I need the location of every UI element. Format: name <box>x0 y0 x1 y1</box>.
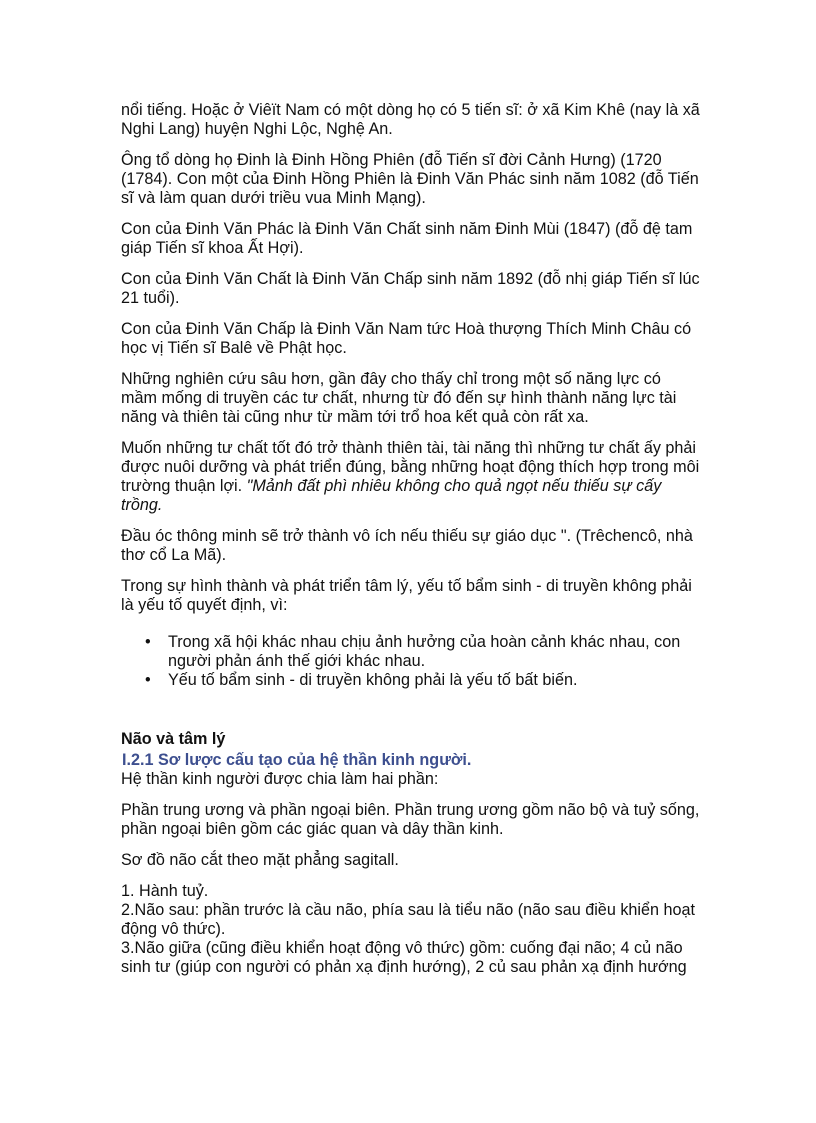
paragraph: Sơ đồ não cắt theo mặt phẳng sagitall. <box>121 851 399 869</box>
section-title: Não và tâm lý <box>121 730 226 748</box>
quote-lead-text: Muốn những tư chất tốt đó trở thành thiên tài, tài năng thì những tư chất ấy phải được nuôi dưỡng và phát triển đúng, bằng những hoạt động thích hợp trong môi trường thuận lợi. <box>121 439 700 495</box>
numbered-item: 1. Hành tuỷ. <box>121 882 209 900</box>
subsection-title: I.2.1 Sơ lược cấu tạo của hệ thần kinh người. <box>122 751 472 769</box>
quote-italic-text: "Mảnh đất phì nhiêu không cho quả ngọt nếu thiếu sự cấy trồng. <box>121 477 662 514</box>
paragraph: Những nghiên cứu sâu hơn, gần đây cho thấy chỉ trong một số năng lực có mầm mống di truyền các tư chất, nhưng từ đó đến sự hình thành năng lực tài năng và thiên tài cũng như từ mầm tới trổ hoa kết quả còn rất xa. <box>121 370 677 426</box>
list-item-text: Yếu tố bẩm sinh - di truyền không phải là yếu tố bất biến. <box>168 671 578 689</box>
quote-paragraph <box>121 439 701 515</box>
numbered-item: 2.Não sau: phần trước là cầu não, phía sau là tiểu não (não sau điều khiển hoạt động vô thức). <box>121 901 696 938</box>
document-page <box>121 101 701 977</box>
paragraph: Trong sự hình thành và phát triển tâm lý, yếu tố bẩm sinh - di truyền không phải là yếu tố quyết định, vì: <box>121 577 692 614</box>
paragraph: Ông tổ dòng họ Đinh là Đinh Hồng Phiên (đỗ Tiến sĩ đời Cảnh Hưng) (1720 (1784). Con một của Đinh Hồng Phiên là Đinh Văn Phác sinh năm 1082 (đỗ Tiến sĩ và làm quan dưới triều vua Minh Mạng). <box>121 151 699 207</box>
paragraph: Con của Đinh Văn Phác là Đinh Văn Chất sinh năm Đinh Mùi (1847) (đỗ đệ tam giáp Tiến sĩ khoa Ất Hợi). <box>121 220 693 257</box>
bullet-icon: • <box>145 633 151 651</box>
paragraph: Đầu óc thông minh sẽ trở thành vô ích nếu thiếu sự giáo dục ". (Trêchencô, nhà thơ cổ La Mã). <box>121 527 693 564</box>
numbered-item: 3.Não giữa (cũng điều khiển hoạt động vô thức) gồm: cuống đại não; 4 củ não sinh tư (giúp con người có phản xạ định hướng), 2 củ sau phản xạ định hướng <box>121 939 687 976</box>
paragraph: Hệ thần kinh người được chia làm hai phần: <box>121 770 439 788</box>
bullet-list <box>121 633 701 690</box>
list-item <box>121 633 701 671</box>
list-item-text: Trong xã hội khác nhau chịu ảnh hưởng của hoàn cảnh khác nhau, con người phản ánh thế giới khác nhau. <box>168 633 681 670</box>
paragraph: Phần trung ương và phần ngoại biên. Phần trung ương gồm não bộ và tuỷ sống, phần ngoại biên gồm các giác quan và dây thần kinh. <box>121 801 700 838</box>
paragraph: Con của Đinh Văn Chấp là Đinh Văn Nam tức Hoà thượng Thích Minh Châu có học vị Tiến sĩ Balê về Phật học. <box>121 320 692 357</box>
paragraph: Con của Đinh Văn Chất là Đinh Văn Chấp sinh năm 1892 (đỗ nhị giáp Tiến sĩ lúc 21 tuổi). <box>121 270 700 307</box>
bullet-icon: • <box>145 671 151 689</box>
paragraph: nổi tiếng. Hoặc ở Viêït Nam có một dòng họ có 5 tiến sĩ: ở xã Kim Khê (nay là xã Nghi Lang) huyện Nghi Lộc, Nghệ An. <box>121 101 700 138</box>
list-item <box>121 671 701 690</box>
